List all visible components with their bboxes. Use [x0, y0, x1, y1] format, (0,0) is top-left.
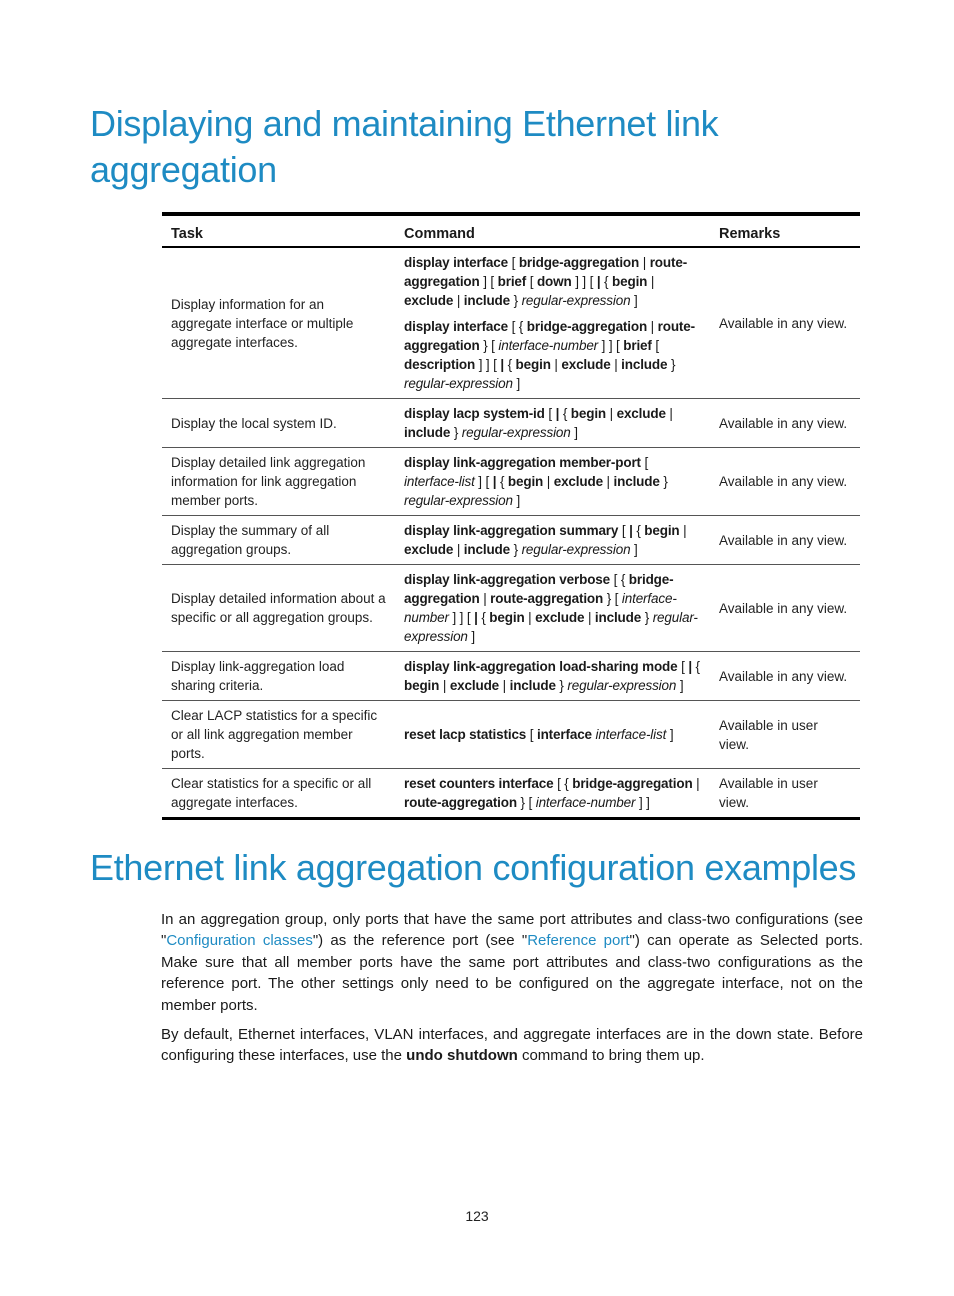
command-keyword: display lacp system-id	[404, 406, 545, 421]
command-argument: regular-expression	[404, 376, 513, 391]
command-cell	[395, 247, 710, 399]
command-punctuation: |	[647, 274, 655, 289]
command-punctuation: |	[524, 610, 536, 625]
command-keyword: route-aggregation	[490, 591, 604, 606]
command-keyword: include	[463, 542, 511, 557]
command-syntax	[404, 453, 701, 510]
command-punctuation: {	[600, 274, 613, 289]
command-punctuation: [	[651, 338, 659, 353]
command-punctuation: } [	[603, 591, 622, 606]
command-keyword: |	[688, 659, 692, 674]
command-keyword: route-aggregation	[404, 319, 695, 353]
command-punctuation: [	[618, 523, 630, 538]
command-argument: regular-expression	[521, 293, 631, 308]
undo-shutdown-command: undo shutdown	[406, 1047, 518, 1065]
command-syntax	[404, 317, 701, 393]
command-argument: regular-expression	[521, 542, 631, 557]
command-keyword: bridge-aggregation	[526, 319, 648, 334]
command-punctuation: [	[544, 406, 556, 421]
table-row	[162, 701, 860, 769]
command-keyword: brief	[623, 338, 652, 353]
task-cell: Display detailed information about a specific or all aggregation groups.	[162, 565, 395, 652]
command-keyword: reset lacp statistics	[404, 727, 527, 742]
para1-text-middle: ") as the reference port (see "	[312, 932, 528, 950]
command-keyword: display interface	[404, 319, 508, 334]
command-syntax	[404, 404, 701, 442]
link-reference-port[interactable]: Reference port	[527, 932, 630, 950]
header-task: Task	[162, 214, 395, 247]
command-punctuation: ]	[666, 727, 674, 742]
remarks-cell: Available in any view.	[710, 516, 860, 565]
command-cell	[395, 448, 710, 516]
command-keyword: interface	[536, 727, 592, 742]
command-punctuation: ] ] [	[475, 357, 501, 372]
command-keyword: begin	[612, 274, 648, 289]
command-keyword: begin	[404, 678, 440, 693]
command-argument: interface-number	[498, 338, 599, 353]
command-keyword: |	[555, 406, 560, 421]
command-punctuation: |	[543, 474, 554, 489]
command-punctuation: } [	[516, 795, 536, 810]
command-punctuation: {	[477, 610, 490, 625]
command-punctuation: |	[584, 610, 595, 625]
command-punctuation: ]	[676, 678, 684, 693]
command-keyword: exclude	[561, 357, 611, 372]
command-punctuation: }	[450, 425, 462, 440]
command-punctuation: [	[526, 727, 537, 742]
command-keyword: route-aggregation	[404, 255, 688, 289]
command-keyword: |	[500, 357, 504, 372]
command-keyword: display link-aggregation load-sharing mode	[404, 659, 678, 674]
para2-text-start: By default, Ethernet interfaces, VLAN interfaces, and aggregate interfaces are in the down state. Before configuring these interfaces, use the	[161, 1026, 863, 1065]
command-keyword: exclude	[404, 293, 454, 308]
command-punctuation: [	[640, 455, 649, 470]
command-keyword: include	[613, 474, 660, 489]
command-keyword: include	[463, 293, 511, 308]
command-syntax	[404, 725, 701, 744]
command-cell	[395, 769, 710, 819]
command-punctuation: }	[667, 357, 676, 372]
command-cell	[395, 516, 710, 565]
command-keyword: begin	[644, 523, 680, 538]
command-punctuation: |	[550, 357, 562, 372]
command-punctuation: [ {	[610, 572, 629, 587]
command-argument: regular-expression	[461, 425, 571, 440]
command-punctuation: {	[503, 357, 516, 372]
header-remarks: Remarks	[710, 214, 860, 247]
command-argument: interface-list	[595, 727, 667, 742]
remarks-cell: Available in user view.	[710, 701, 860, 769]
command-keyword: begin	[507, 474, 544, 489]
command-punctuation: |	[499, 678, 510, 693]
page-number: 123	[465, 1208, 489, 1224]
command-punctuation: |	[610, 357, 622, 372]
command-punctuation: |	[606, 406, 617, 421]
table-row	[162, 652, 860, 701]
remarks-cell: Available in any view.	[710, 247, 860, 399]
command-punctuation: } [	[479, 338, 499, 353]
command-keyword: include	[404, 425, 451, 440]
command-punctuation: |	[602, 474, 614, 489]
remarks-cell: Available in any view.	[710, 448, 860, 516]
section-heading-config-examples: Ethernet link aggregation configuration examples	[90, 847, 857, 888]
para2-text-end: command to bring them up.	[517, 1047, 705, 1065]
remarks-cell: Available in any view.	[710, 399, 860, 448]
command-punctuation: {	[496, 474, 508, 489]
command-argument: interface-number	[535, 795, 636, 810]
command-keyword: exclude	[404, 542, 454, 557]
command-punctuation: |	[665, 406, 673, 421]
command-keyword: down	[536, 274, 572, 289]
task-cell: Display information for an aggregate interface or multiple aggregate interfaces.	[162, 247, 395, 399]
command-keyword: include	[509, 678, 556, 693]
command-syntax	[404, 774, 701, 812]
task-cell: Display link-aggregation load sharing criteria.	[162, 652, 395, 701]
command-keyword: |	[474, 610, 478, 625]
command-keyword: display link-aggregation verbose	[404, 572, 611, 587]
command-keyword: begin	[515, 357, 551, 372]
command-keyword: begin	[570, 406, 607, 421]
command-syntax	[404, 253, 701, 310]
command-punctuation: |	[479, 591, 491, 606]
remarks-cell: Available in user view.	[710, 769, 860, 819]
command-keyword: |	[629, 523, 633, 538]
intro-paragraph	[161, 909, 863, 1016]
command-punctuation: |	[453, 542, 464, 557]
task-cell: Display detailed link aggregation information for link aggregation member ports.	[162, 448, 395, 516]
command-punctuation: |	[679, 523, 687, 538]
table-row	[162, 448, 860, 516]
command-punctuation: |	[692, 776, 700, 791]
para1-text-start: In an aggregation group, only ports that have the same port attributes and class-two configurations (see "	[161, 911, 863, 950]
command-cell	[395, 652, 710, 701]
remarks-cell: Available in any view.	[710, 565, 860, 652]
command-keyword: bridge-aggregation	[404, 572, 674, 606]
command-punctuation: |	[647, 319, 658, 334]
command-punctuation: [	[508, 255, 519, 270]
command-keyword: exclude	[553, 474, 603, 489]
command-punctuation: ]	[630, 293, 638, 308]
table-row	[162, 399, 860, 448]
command-table	[162, 212, 860, 820]
command-keyword: route-aggregation	[404, 795, 517, 810]
table-row	[162, 247, 860, 399]
command-keyword: display interface	[404, 255, 508, 270]
command-punctuation: ] ] [	[571, 274, 597, 289]
command-argument: interface-list	[404, 474, 475, 489]
command-keyword: reset counters interface	[404, 776, 554, 791]
command-keyword: bridge-aggregation	[518, 255, 640, 270]
command-keyword: include	[621, 357, 668, 372]
task-cell: Display the local system ID.	[162, 399, 395, 448]
command-punctuation: {	[691, 659, 700, 674]
header-command: Command	[395, 214, 710, 247]
table-header-row	[162, 214, 860, 247]
shutdown-paragraph	[161, 1024, 863, 1067]
command-keyword: display link-aggregation summary	[404, 523, 619, 538]
command-punctuation: ] ]	[635, 795, 650, 810]
command-keyword: bridge-aggregation	[572, 776, 693, 791]
table-row	[162, 769, 860, 819]
command-keyword: include	[594, 610, 642, 625]
command-cell	[395, 565, 710, 652]
command-keyword: |	[492, 474, 497, 489]
command-keyword: |	[596, 274, 601, 289]
command-punctuation: ] [	[474, 474, 493, 489]
para1-text-end: ") can operate as Selected ports. Make sure that all member ports have the same port attributes and class-two configurations as the reference port. The other settings only need to be configured on the aggregate interface, not on the member ports.	[161, 932, 863, 1014]
command-punctuation: ]	[467, 629, 475, 644]
command-cell	[395, 399, 710, 448]
table-row	[162, 565, 860, 652]
command-punctuation: [	[677, 659, 689, 674]
command-punctuation: ]	[512, 376, 521, 391]
command-keyword: brief	[497, 274, 527, 289]
command-punctuation: ] [	[479, 274, 498, 289]
link-configuration-classes[interactable]: Configuration classes	[166, 932, 313, 950]
command-argument: regular-expression	[404, 493, 513, 508]
command-punctuation: {	[559, 406, 571, 421]
command-keyword: exclude	[616, 406, 666, 421]
command-syntax	[404, 570, 701, 646]
command-punctuation: |	[453, 293, 464, 308]
command-argument: regular-expression	[404, 610, 698, 644]
command-keyword: exclude	[535, 610, 585, 625]
command-punctuation: ]	[512, 493, 521, 508]
task-cell: Clear LACP statistics for a specific or all link aggregation member ports.	[162, 701, 395, 769]
command-argument: regular-expression	[567, 678, 677, 693]
command-punctuation: }	[510, 293, 522, 308]
section-heading-display-maintain: Displaying and maintaining Ethernet link aggregation	[90, 103, 719, 190]
command-punctuation: ]	[630, 542, 638, 557]
command-keyword: begin	[489, 610, 525, 625]
command-punctuation: ] ] [	[448, 610, 475, 625]
command-punctuation: }	[659, 474, 668, 489]
command-keyword: display link-aggregation member-port	[404, 455, 641, 470]
command-punctuation: {	[632, 523, 645, 538]
command-cell	[395, 701, 710, 769]
command-punctuation: }	[510, 542, 522, 557]
command-punctuation: |	[639, 255, 650, 270]
command-punctuation: [ {	[508, 319, 527, 334]
command-punctuation: [ {	[553, 776, 573, 791]
command-punctuation: }	[641, 610, 653, 625]
command-punctuation: |	[439, 678, 450, 693]
command-keyword: exclude	[449, 678, 500, 693]
task-cell: Clear statistics for a specific or all aggregate interfaces.	[162, 769, 395, 819]
command-punctuation: [	[526, 274, 537, 289]
command-punctuation: ] ] [	[598, 338, 624, 353]
remarks-cell: Available in any view.	[710, 652, 860, 701]
command-keyword: description	[404, 357, 476, 372]
command-syntax	[404, 657, 701, 695]
command-punctuation: }	[555, 678, 568, 693]
task-cell: Display the summary of all aggregation groups.	[162, 516, 395, 565]
table-row	[162, 516, 860, 565]
command-syntax	[404, 521, 701, 559]
command-argument: interface-number	[404, 591, 677, 625]
command-punctuation: ]	[570, 425, 578, 440]
